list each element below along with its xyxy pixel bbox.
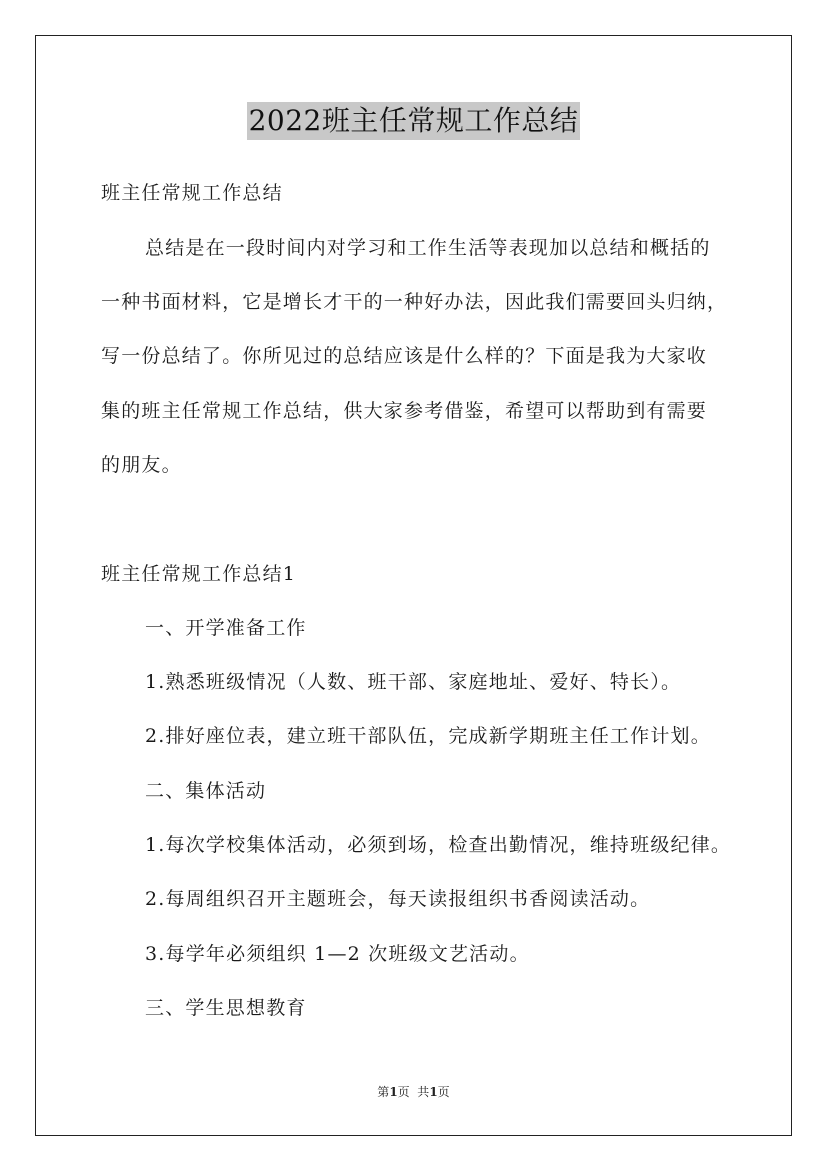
section-title: 班主任常规工作总结1 (101, 563, 297, 585)
list-item: 2.每周组织召开主题班会，每天读报组织书香阅读活动。 (145, 888, 651, 910)
document-title: 2022班主任常规工作总结 (247, 102, 581, 140)
heading-activities: 二、集体活动 (145, 780, 267, 802)
intro-line-2: 一种书面材料，它是增长才干的一种好办法，因此我们需要回头归纳， (101, 291, 728, 313)
list-item: 1.每次学校集体活动，必须到场，检查出勤情况，维持班级纪律。 (145, 834, 732, 856)
intro-line-3: 写一份总结了。你所见过的总结应该是什么样的？下面是我为大家收 (101, 345, 708, 367)
list-item: 1.熟悉班级情况（人数、班干部、家庭地址、爱好、特长）。 (145, 671, 682, 693)
page-mid: 页 共 (397, 1085, 430, 1099)
page-total: 1 (429, 1085, 438, 1099)
heading-education: 三、学生思想教育 (145, 997, 307, 1019)
page-footer (0, 1084, 827, 1100)
list-item: 3.每学年必须组织 1—2 次班级文艺活动。 (145, 943, 530, 965)
page-suffix: 页 (437, 1085, 450, 1099)
intro-line-4: 集的班主任常规工作总结，供大家参考借鉴，希望可以帮助到有需要 (101, 400, 708, 422)
document-subtitle: 班主任常规工作总结 (101, 182, 283, 204)
heading-preparation: 一、开学准备工作 (145, 617, 307, 639)
page-prefix: 第 (377, 1085, 390, 1099)
page-current: 1 (389, 1085, 398, 1099)
intro-line-1: 总结是在一段时间内对学习和工作生活等表现加以总结和概括的 (145, 237, 711, 259)
title-container (0, 102, 827, 140)
list-item: 2.排好座位表，建立班干部队伍，完成新学期班主任工作计划。 (145, 725, 711, 747)
intro-line-5: 的朋友。 (101, 454, 182, 476)
